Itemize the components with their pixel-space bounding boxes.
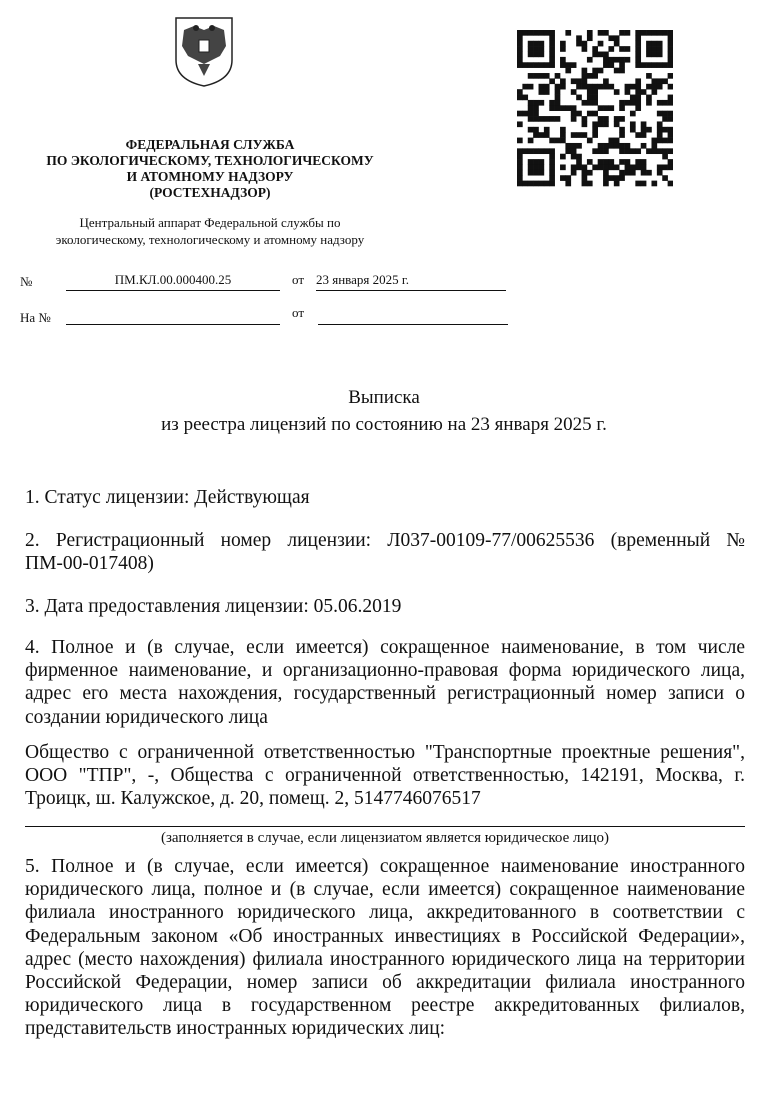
ref-from-label: от — [292, 305, 305, 320]
russian-emblem-icon — [172, 16, 236, 88]
date-field: 23 января 2025 г. — [316, 272, 506, 291]
agency-line: ПО ЭКОЛОГИЧЕСКОМУ, ТЕХНОЛОГИЧЕСКОМУ — [46, 153, 374, 168]
company-note: (заполняется в случае, если лицензиатом является юридическое лицо) — [25, 826, 745, 847]
company-info: Общество с ограниченной ответственностью "Транспортные проектные решения", ООО "ТПР", -, Общества с ограниченной ответственностью, 142191, Москва, г. Троицк, ш. Калужское, д. 20, помещ. 2, 5147746076517 — [25, 742, 745, 810]
ref-number-field — [66, 306, 280, 325]
license-item: 5. Полное и (в случае, если имеется) сокращенное наименование иностранного юридического лица, полное и (в случае, если имеется) сокращенное наименование филиала иностранного юридического лица, аккредитованного в соответствии с Федеральным законом «Об иностранных инвестициях в Российской Федерации», адрес (место нахождения) филиала иностранного юридического лица на территории Российской Федерации, номер записи об аккредитации филиала иностранного юридического лица в государственном реестре аккредитованных филиалов, представительств иностранных юридических лиц: — [25, 856, 745, 1040]
qr-code — [517, 30, 673, 190]
office-line: Центральный аппарат Федеральной службы по — [79, 215, 341, 230]
ref-number-label: На № — [20, 310, 51, 325]
office-line: экологическому, технологическому и атомному надзору — [55, 232, 365, 247]
number-label: № — [20, 274, 33, 289]
document-title: Выписка — [348, 387, 420, 408]
document-title-block — [0, 384, 768, 438]
agency-line: И АТОМНОМУ НАДЗОРУ — [126, 169, 294, 184]
agency-line: ФЕДЕРАЛЬНАЯ СЛУЖБА — [125, 137, 295, 152]
number-field: ПМ.КЛ.00.000400.25 — [66, 272, 280, 291]
license-item: 2. Регистрационный номер лицензии: Л037-00109-77/00625536 (временный № ПМ-00-017408) — [25, 530, 745, 575]
license-item: 3. Дата предоставления лицензии: 05.06.2019 — [25, 596, 402, 617]
document-subtitle: из реестра лицензий по состоянию на 23 января 2025 г. — [161, 414, 607, 435]
ref-date-field — [318, 306, 508, 325]
license-item: 1. Статус лицензии: Действующая — [25, 487, 310, 508]
license-item: 4. Полное и (в случае, если имеется) сокращенное наименование, в том числе фирменное наименование, и организационно-правовая форма юридического лица, адрес его места нахождения, государственный регистрационный номер записи о создании юридического лица — [25, 637, 745, 728]
office-name — [20, 214, 400, 248]
from-label: от — [292, 272, 305, 287]
agency-name — [20, 137, 400, 201]
agency-line: (РОСТЕХНАДЗОР) — [149, 185, 271, 200]
